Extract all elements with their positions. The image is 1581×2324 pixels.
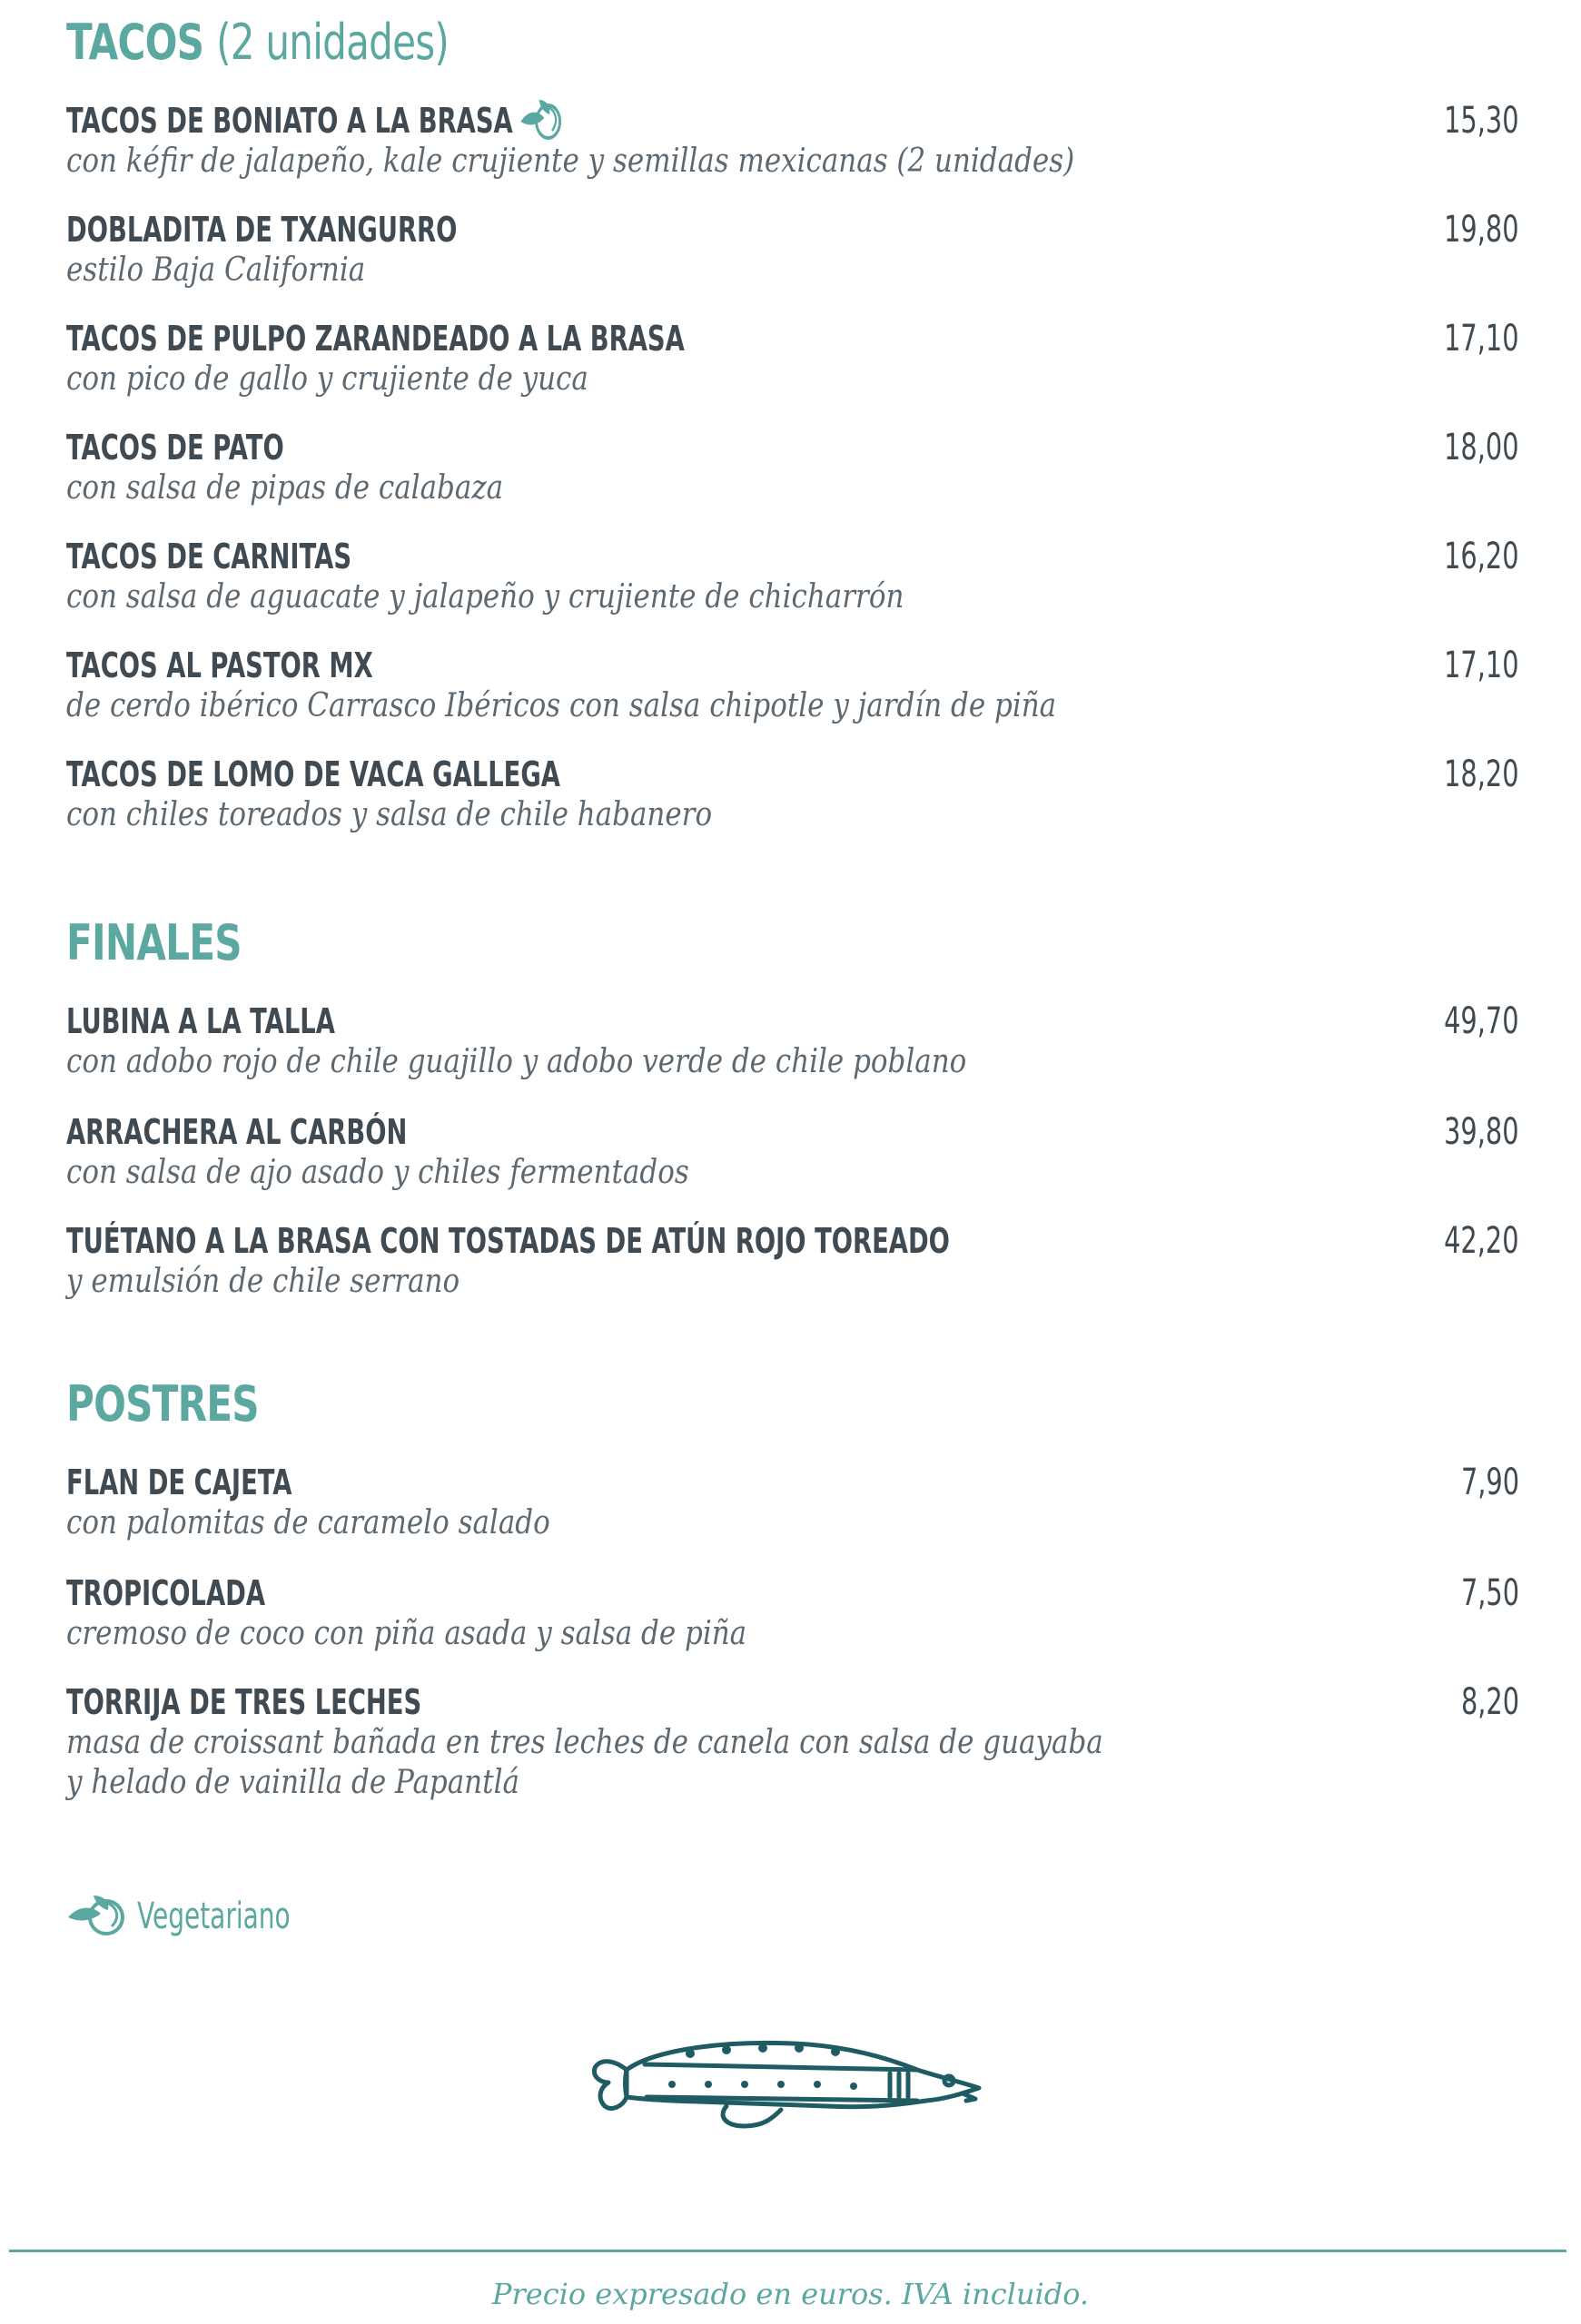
item-desc-line2: y helado de vainilla de Papantlá	[66, 1764, 519, 1801]
section-finales	[66, 913, 1519, 1300]
section-title-tacos-text: TACOS	[66, 14, 204, 71]
legend-label: Vegetariano	[137, 1896, 291, 1937]
item-name-text: TACOS DE BONIATO A LA BRASA	[66, 101, 513, 141]
section-postres	[66, 1374, 1519, 1801]
item-desc: con pico de gallo y crujiente de yuca	[66, 360, 588, 398]
vegetarian-leaf-icon	[66, 1890, 126, 1943]
legend	[66, 1890, 356, 1943]
item-price: 19,80	[1444, 209, 1519, 251]
item-desc: con salsa de ajo asado y chiles fermentados	[66, 1154, 689, 1191]
section-title-postres: POSTRES	[66, 1375, 259, 1433]
item-name: ARRACHERA AL CARBÓN	[66, 1112, 408, 1152]
item-desc: estilo Baja California	[66, 251, 366, 289]
menu-item	[66, 1572, 1519, 1654]
item-desc: de cerdo ibérico Carrasco Ibéricos con salsa chipotle y jardín de piña	[66, 687, 1057, 724]
item-name: TORRIJA DE TRES LECHES	[66, 1682, 422, 1722]
item-name: TACOS DE PATO	[66, 428, 284, 468]
item-price: 7,50	[1460, 1572, 1519, 1614]
item-price: 49,70	[1444, 1000, 1519, 1042]
item-name: TACOS DE LOMO DE VACA GALLEGA	[66, 754, 560, 794]
section-tacos	[66, 13, 1519, 833]
item-desc: con adobo rojo de chile guajillo y adobo verde de chile poblano	[66, 1043, 967, 1080]
menu-item	[66, 753, 1519, 835]
item-name: TROPICOLADA	[66, 1573, 266, 1613]
item-price: 42,20	[1444, 1220, 1519, 1262]
item-name: FLAN DE CAJETA	[66, 1462, 292, 1502]
item-price: 17,10	[1444, 645, 1519, 686]
menu-item	[66, 1000, 1519, 1082]
item-name: LUBINA A LA TALLA	[66, 1001, 335, 1041]
item-desc: masa de croissant bañada en tres leches de canela con salsa de guayaba	[66, 1724, 1103, 1761]
vegetarian-leaf-icon	[519, 94, 563, 147]
footer-divider	[9, 2250, 1566, 2252]
menu-item	[66, 100, 1519, 182]
item-price: 18,20	[1444, 753, 1519, 795]
item-desc: y emulsión de chile serrano	[66, 1263, 460, 1300]
menu-item	[66, 209, 1519, 290]
section-title-tacos	[66, 13, 1200, 73]
menu-item	[66, 645, 1519, 726]
item-name: TUÉTANO A LA BRASA CON TOSTADAS DE ATÚN ROJO TOREADO	[66, 1221, 950, 1261]
menu-item	[66, 1681, 1519, 1803]
item-desc: con palomitas de caramelo salado	[66, 1504, 550, 1541]
menu-item	[66, 427, 1519, 508]
item-desc: con salsa de aguacate y jalapeño y crujiente de chicharrón	[66, 578, 904, 615]
menu-item	[66, 1462, 1519, 1543]
item-price: 39,80	[1444, 1111, 1519, 1153]
item-price: 7,90	[1460, 1462, 1519, 1503]
fish-illustration	[590, 2023, 990, 2141]
menu-item	[66, 1111, 1519, 1193]
footer-note: Precio expresado en euros. IVA incluido.	[491, 2277, 1090, 2311]
item-name: TACOS DE PULPO ZARANDEADO A LA BRASA	[66, 319, 685, 359]
menu-item	[66, 1220, 1519, 1302]
item-desc: con chiles toreados y salsa de chile habanero	[66, 796, 713, 833]
section-title-finales: FINALES	[66, 914, 242, 971]
item-price: 15,30	[1444, 100, 1519, 142]
item-name: DOBLADITA DE TXANGURRO	[66, 210, 458, 250]
item-desc: cremoso de coco con piña asada y salsa de piña	[66, 1615, 747, 1652]
item-price: 16,20	[1444, 536, 1519, 577]
item-price: 17,10	[1444, 318, 1519, 359]
item-desc: con kéfir de jalapeño, kale crujiente y semillas mexicanas (2 unidades)	[66, 143, 1075, 180]
item-price: 18,00	[1444, 427, 1519, 468]
item-price: 8,20	[1460, 1681, 1519, 1723]
section-title-tacos-note: (2 unidades)	[216, 14, 450, 71]
item-desc: con salsa de pipas de calabaza	[66, 469, 504, 507]
item-name: TACOS AL PASTOR MX	[66, 645, 373, 685]
menu-item	[66, 318, 1519, 399]
item-name: TACOS DE CARNITAS	[66, 537, 352, 576]
item-name	[66, 100, 1112, 142]
menu-item	[66, 536, 1519, 617]
